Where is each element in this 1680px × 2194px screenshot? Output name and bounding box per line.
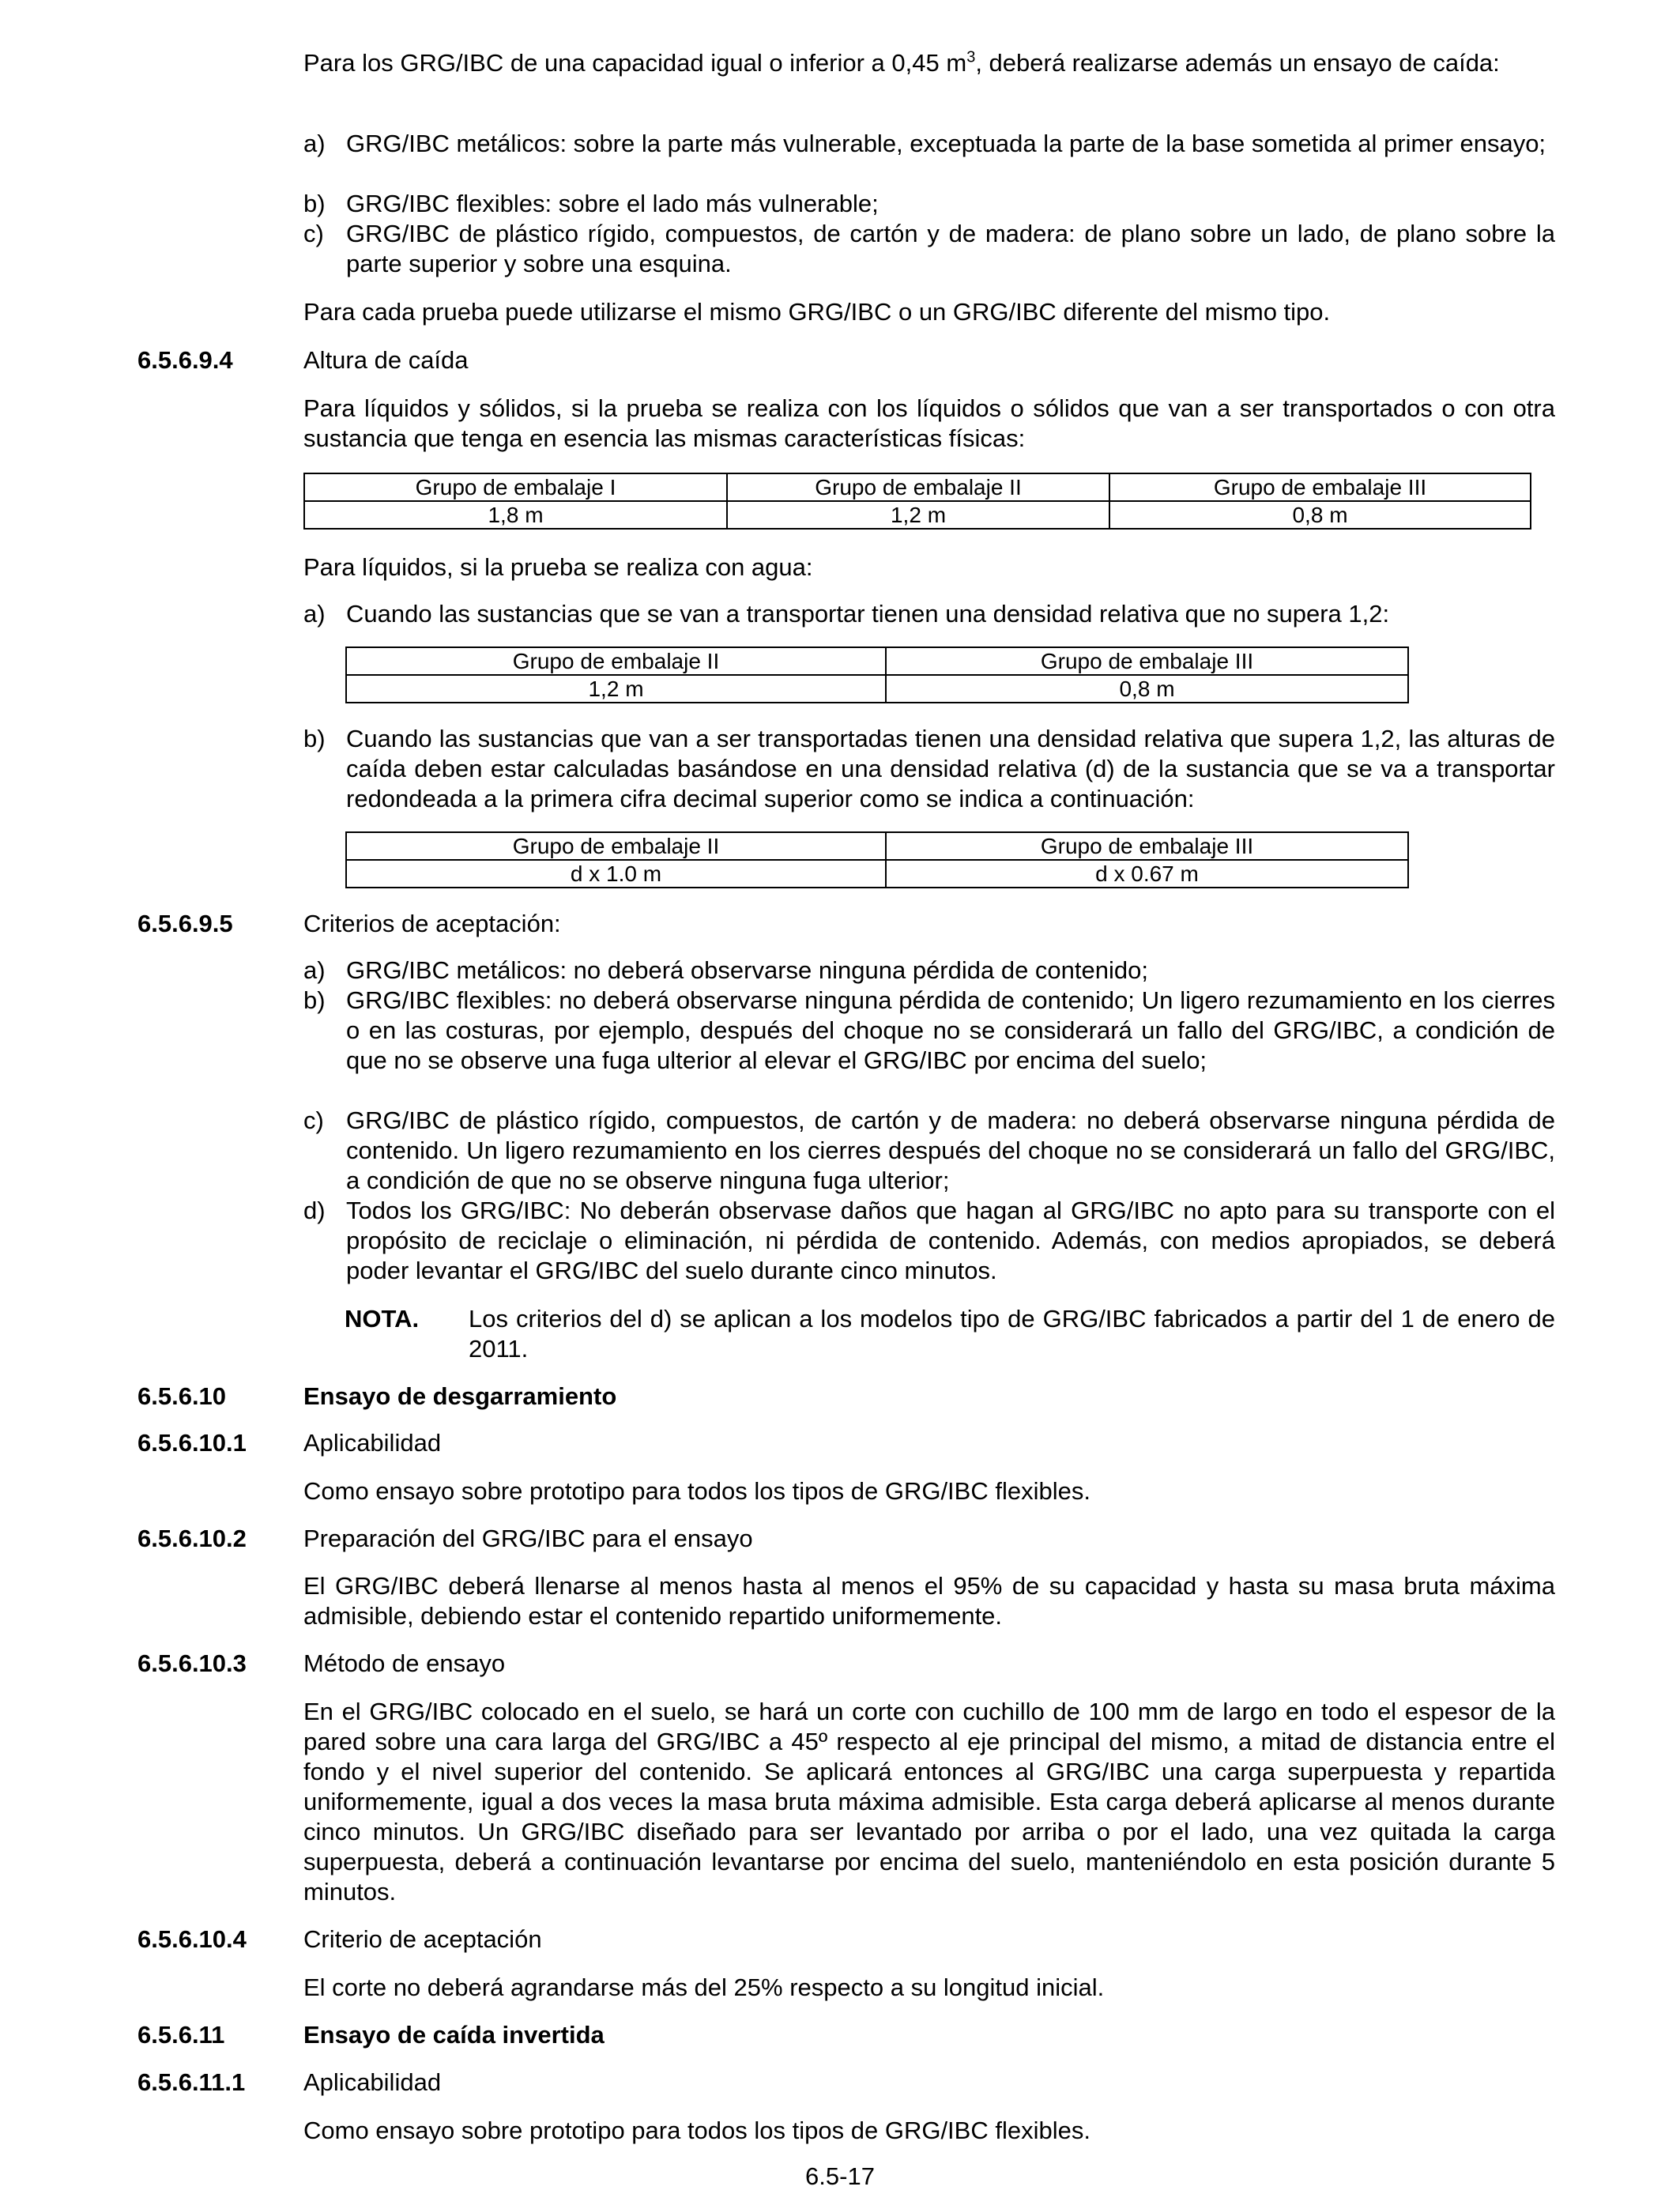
section-number: 6.5.6.10 (137, 1382, 227, 1410)
list-marker: b) (303, 986, 326, 1014)
section-number: 6.5.6.11 (137, 2021, 225, 2049)
section-heading: Ensayo de caída invertida (303, 2021, 605, 2049)
section-number: 6.5.6.11.1 (137, 2068, 246, 2096)
list-marker: a) (303, 600, 326, 628)
list-item (303, 219, 1555, 279)
list-marker: c) (303, 1106, 324, 1134)
list-item (303, 986, 1555, 1076)
section-number: 6.5.6.10.4 (137, 1925, 247, 1953)
drop-height-table-2 (345, 647, 1409, 703)
section-number: 6.5.6.10.2 (137, 1525, 247, 1552)
table-header-cell: Grupo de embalaje III (1109, 473, 1531, 501)
list-item (303, 1196, 1555, 1286)
list-text: Cuando las sustancias que van a ser transportadas tienen una densidad relativa que supera 1,2, las alturas de caída deben estar calculadas basándose en una densidad relativa (d) de la sustancia que se va a transportar redondeada a la primera cifra decimal superior como se indica a continuación: (346, 725, 1555, 812)
table-row (304, 473, 1531, 501)
table-cell: 0,8 m (886, 675, 1408, 703)
page-number: 6.5-17 (805, 2162, 875, 2190)
table-cell: 1,2 m (346, 675, 886, 703)
table-row (346, 647, 1408, 675)
paragraph: Para líquidos, si la prueba se realiza con agua: (303, 553, 813, 581)
list-item (303, 1106, 1555, 1196)
table-header-cell: Grupo de embalaje II (346, 647, 886, 675)
table-header-cell: Grupo de embalaje I (304, 473, 727, 501)
list-text: GRG/IBC metálicos: no deberá observarse ninguna pérdida de contenido; (346, 956, 1148, 984)
table-cell: d x 1.0 m (346, 860, 886, 888)
section-number: 6.5.6.10.3 (137, 1649, 247, 1677)
section-heading: Ensayo de desgarramiento (303, 1382, 617, 1410)
section-title: Criterio de aceptación (303, 1925, 542, 1953)
list-marker: d) (303, 1197, 326, 1224)
list-marker: a) (303, 130, 326, 157)
list-marker: a) (303, 956, 326, 984)
section-number: 6.5.6.9.5 (137, 910, 233, 937)
list-marker: b) (303, 190, 326, 217)
note-text: Los criterios del d) se aplican a los modelos tipo de GRG/IBC fabricados a partir del 1 de enero de 2011. (469, 1305, 1555, 1363)
list-item (303, 956, 1555, 986)
section-number: 6.5.6.9.4 (137, 346, 233, 374)
list-text: GRG/IBC metálicos: sobre la parte más vulnerable, exceptuada la parte de la base sometida al primer ensayo; (346, 130, 1546, 157)
table-cell: d x 0.67 m (886, 860, 1408, 888)
table-cell: 1,2 m (727, 501, 1109, 529)
drop-height-table-3 (345, 831, 1409, 888)
section-title: Preparación del GRG/IBC para el ensayo (303, 1525, 753, 1552)
table-row (304, 501, 1531, 529)
section-title: Método de ensayo (303, 1649, 506, 1677)
table-header-cell: Grupo de embalaje II (346, 832, 886, 860)
section-title: Criterios de aceptación: (303, 910, 561, 937)
table-cell: 0,8 m (1109, 501, 1531, 529)
section-title: Aplicabilidad (303, 2068, 442, 2096)
drop-height-table-1 (303, 473, 1531, 530)
table-row (346, 860, 1408, 888)
table-row (346, 675, 1408, 703)
table-row (346, 832, 1408, 860)
list-text: GRG/IBC de plástico rígido, compuestos, de cartón y de madera: de plano sobre un lado, de plano sobre la parte superior y sobre una esquina. (346, 220, 1555, 277)
table-cell: 1,8 m (304, 501, 727, 529)
list-item (303, 724, 1555, 814)
section-number: 6.5.6.10.1 (137, 1429, 247, 1457)
paragraph: El GRG/IBC deberá llenarse al menos hasta al menos el 95% de su capacidad y hasta su masa bruta máxima admisible, debiendo estar el contenido repartido uniformemente. (303, 1572, 1555, 1630)
table-header-cell: Grupo de embalaje III (886, 832, 1408, 860)
paragraph: Como ensayo sobre prototipo para todos los tipos de GRG/IBC flexibles. (303, 1477, 1090, 1505)
list-item (303, 599, 1555, 629)
intro-paragraph (303, 48, 1555, 78)
table-header-cell: Grupo de embalaje II (727, 473, 1109, 501)
note-label: NOTA. (345, 1305, 420, 1333)
section-title: Aplicabilidad (303, 1429, 442, 1457)
list-item (303, 189, 1555, 219)
table-header-cell: Grupo de embalaje III (886, 647, 1408, 675)
intro-text-end: , deberá realizarse además un ensayo de caída: (975, 49, 1500, 77)
intro-text: Para los GRG/IBC de una capacidad igual o inferior a 0,45 m (303, 49, 967, 77)
list-item (303, 129, 1555, 159)
list-text: Cuando las sustancias que se van a transportar tienen una densidad relativa que no supera 1,2: (346, 600, 1390, 628)
paragraph: Para líquidos y sólidos, si la prueba se realiza con los líquidos o sólidos que van a ser transportados o con otra sustancia que tenga en esencia las mismas características físicas: (303, 394, 1555, 452)
list-marker: b) (303, 725, 326, 752)
paragraph: El corte no deberá agrandarse más del 25% respecto a su longitud inicial. (303, 1973, 1105, 2001)
list-text: GRG/IBC de plástico rígido, compuestos, de cartón y de madera: no deberá observarse ninguna pérdida de contenido. Un ligero rezumamiento en los cierres después del choque no se considerará un fallo del GRG/IBC, a condición de que no se observe ninguna fuga ulterior; (346, 1106, 1555, 1194)
list-text: GRG/IBC flexibles: sobre el lado más vulnerable; (346, 190, 879, 217)
list-text: GRG/IBC flexibles: no deberá observarse ninguna pérdida de contenido; Un ligero rezumamiento en los cierres o en las costuras, por ejemplo, después del choque no se considerará un fallo del GRG/IBC, a condición de que no se observe una fuga ulterior al elevar el GRG/IBC por encima del suelo; (346, 986, 1555, 1074)
section-title: Altura de caída (303, 346, 469, 374)
paragraph: Como ensayo sobre prototipo para todos los tipos de GRG/IBC flexibles. (303, 2117, 1090, 2144)
list-marker: c) (303, 220, 324, 247)
paragraph: Para cada prueba puede utilizarse el mismo GRG/IBC o un GRG/IBC diferente del mismo tipo. (303, 298, 1331, 326)
superscript: 3 (966, 48, 976, 66)
list-text: Todos los GRG/IBC: No deberán observase daños que hagan al GRG/IBC no apto para su transporte con el propósito de reciclaje o eliminación, ni pérdida de contenido. Además, con medios apropiados, se deberá poder levantar el GRG/IBC del suelo durante cinco minutos. (346, 1197, 1555, 1284)
paragraph: En el GRG/IBC colocado en el suelo, se hará un corte con cuchillo de 100 mm de largo en todo el espesor de la pared sobre una cara larga del GRG/IBC a 45º respecto al eje principal del mismo, a mitad de distancia entre el fondo y el nivel superior del contenido. Se aplicará entonces al GRG/IBC una carga superpuesta y repartida uniformemente, igual a dos veces la masa bruta máxima admisible. Esta carga deberá aplicarse al menos durante cinco minutos. Un GRG/IBC diseñado para ser levantado por arriba o por el lado, una vez quitada la carga superpuesta, deberá a continuación levantarse por encima del suelo, manteniéndolo en esta posición durante 5 minutos. (303, 1698, 1555, 1906)
